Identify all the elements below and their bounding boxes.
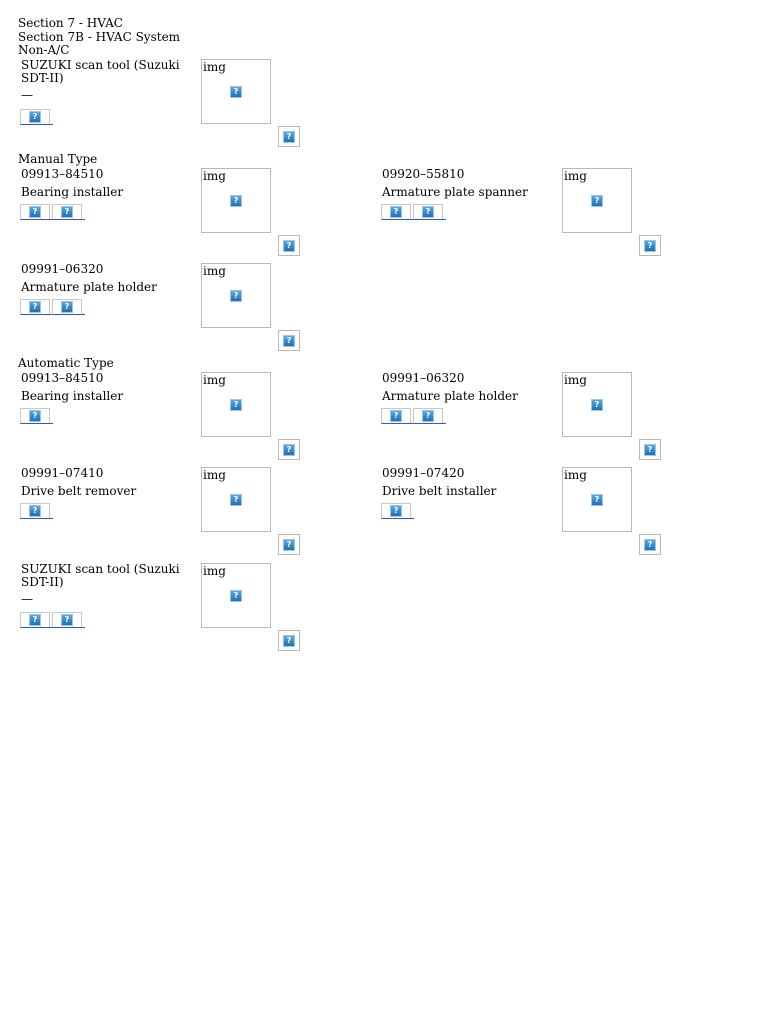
tool-name: Armature plate spanner (382, 185, 528, 199)
tool-entry (18, 563, 308, 659)
image-link-button[interactable] (20, 109, 50, 125)
tool-code: 09991–07420 (382, 466, 465, 480)
enlarge-image-button[interactable] (639, 534, 661, 555)
tool-image (201, 372, 271, 437)
image-link-button[interactable] (20, 299, 50, 315)
enlarge-image-button[interactable] (278, 235, 300, 256)
question-icon: ? (230, 399, 242, 411)
image-alt-text: img (203, 264, 226, 278)
question-icon: ? (29, 614, 41, 626)
question-icon: ? (29, 111, 41, 123)
tool-code: 09913–84510 (21, 371, 104, 385)
tool-entry (379, 372, 669, 468)
image-alt-text: img (203, 468, 226, 482)
image-alt-text: img (203, 169, 226, 183)
enlarge-image-button[interactable] (278, 126, 300, 147)
tool-entry (379, 168, 669, 264)
question-icon: ? (644, 240, 656, 252)
question-icon: ? (61, 614, 73, 626)
tool-entry (18, 467, 308, 563)
image-link-button[interactable] (52, 612, 82, 628)
tool-code: 09991–06320 (382, 371, 465, 385)
question-icon: ? (230, 494, 242, 506)
tool-image (201, 59, 271, 124)
question-icon: ? (390, 206, 402, 218)
tool-code: 09920–55810 (382, 167, 465, 181)
tool-entry (18, 263, 308, 359)
tool-image (562, 467, 632, 532)
tool-entry (18, 59, 308, 155)
question-icon: ? (283, 539, 295, 551)
image-link-button[interactable] (20, 612, 50, 628)
question-icon: ? (422, 410, 434, 422)
question-icon: ? (390, 410, 402, 422)
tool-name: SUZUKI scan tool (Suzuki SDT-II) (21, 58, 180, 85)
enlarge-image-button[interactable] (278, 330, 300, 351)
question-icon: ? (230, 86, 242, 98)
enlarge-image-button[interactable] (278, 439, 300, 460)
question-icon: ? (591, 195, 603, 207)
image-link-button[interactable] (381, 408, 411, 424)
image-alt-text: img (564, 169, 587, 183)
question-icon: ? (422, 206, 434, 218)
tool-image (201, 263, 271, 328)
question-icon: ? (29, 410, 41, 422)
image-alt-text: img (203, 60, 226, 74)
image-link-button[interactable] (20, 408, 50, 424)
tool-name: Drive belt installer (382, 484, 497, 498)
question-icon: ? (61, 301, 73, 313)
question-icon: ? (644, 539, 656, 551)
category-title: Non-A/C (18, 43, 70, 57)
tool-image (201, 168, 271, 233)
tool-image (201, 563, 271, 628)
image-link-button[interactable] (52, 204, 82, 220)
image-link-button[interactable] (381, 503, 411, 519)
tool-name: Armature plate holder (382, 389, 518, 403)
image-link-button[interactable] (20, 204, 50, 220)
tool-code: — (21, 592, 33, 606)
question-icon: ? (283, 335, 295, 347)
question-icon: ? (230, 590, 242, 602)
group-title-manual: Manual Type (18, 152, 98, 166)
tool-name: Drive belt remover (21, 484, 137, 498)
tool-image (562, 168, 632, 233)
question-icon: ? (390, 505, 402, 517)
tool-code: 09991–07410 (21, 466, 104, 480)
image-link-button[interactable] (413, 204, 443, 220)
tool-entry (379, 467, 669, 563)
image-alt-text: img (564, 373, 587, 387)
tool-name: Bearing installer (21, 185, 124, 199)
tool-code: 09913–84510 (21, 167, 104, 181)
question-icon: ? (230, 195, 242, 207)
enlarge-image-button[interactable] (278, 630, 300, 651)
tool-image (201, 467, 271, 532)
tool-image (562, 372, 632, 437)
image-link-button[interactable] (381, 204, 411, 220)
question-icon: ? (29, 206, 41, 218)
question-icon: ? (591, 399, 603, 411)
tool-code: — (21, 88, 33, 102)
tool-name: SUZUKI scan tool (Suzuki SDT-II) (21, 562, 180, 589)
question-icon: ? (29, 505, 41, 517)
image-alt-text: img (564, 468, 587, 482)
group-title-automatic: Automatic Type (18, 356, 114, 370)
question-icon: ? (283, 444, 295, 456)
section-title: Section 7 - HVAC (18, 16, 123, 30)
question-icon: ? (61, 206, 73, 218)
question-icon: ? (29, 301, 41, 313)
image-link-button[interactable] (20, 503, 50, 519)
question-icon: ? (644, 444, 656, 456)
tool-code: 09991–06320 (21, 262, 104, 276)
tool-entry (18, 372, 308, 468)
question-icon: ? (230, 290, 242, 302)
question-icon: ? (283, 131, 295, 143)
tool-name: Bearing installer (21, 389, 124, 403)
subsection-title: Section 7B - HVAC System (18, 30, 181, 44)
image-link-button[interactable] (52, 299, 82, 315)
enlarge-image-button[interactable] (639, 439, 661, 460)
question-icon: ? (591, 494, 603, 506)
tool-entry (18, 168, 308, 264)
question-icon: ? (283, 635, 295, 647)
enlarge-image-button[interactable] (639, 235, 661, 256)
question-icon: ? (283, 240, 295, 252)
image-alt-text: img (203, 564, 226, 578)
enlarge-image-button[interactable] (278, 534, 300, 555)
image-alt-text: img (203, 373, 226, 387)
tool-name: Armature plate holder (21, 280, 157, 294)
image-link-button[interactable] (413, 408, 443, 424)
